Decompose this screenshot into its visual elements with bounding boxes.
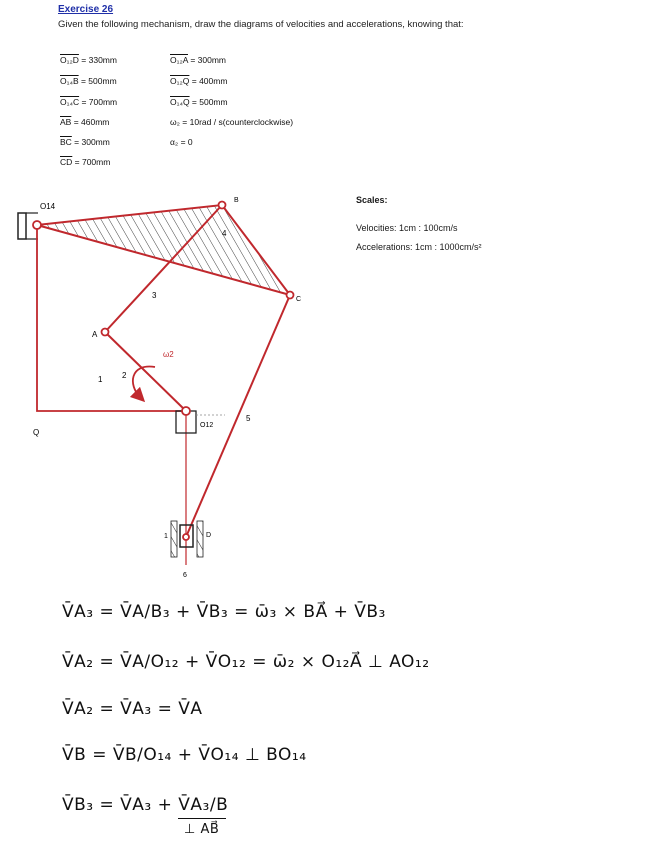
link-5 <box>186 295 290 537</box>
equation-vb3: V̄B₃ = V̄A₃ + V̄A₃/B <box>62 795 229 815</box>
scale-velocities: Velocities: 1cm : 100cm/s <box>356 223 458 233</box>
label-o14: O14 <box>40 202 56 211</box>
given-right-4: α₂ = 0 <box>170 137 193 147</box>
given-left-4: $\overline{BC} = 300mm$ <box>60 137 110 147</box>
label-link-4: 4 <box>222 229 227 238</box>
scale-accelerations: Accelerations: 1cm : 1000cm/s² <box>356 242 482 252</box>
label-link-6: 6 <box>183 572 187 579</box>
joint-a <box>102 329 109 336</box>
label-d: D <box>206 532 212 539</box>
equation-vb: V̄B = V̄B/O₁₄ + V̄O₁₄ ⊥ BO₁₄ <box>62 745 307 765</box>
label-link-1: 1 <box>98 375 103 384</box>
label-link-1-bottom: 1 <box>164 533 168 540</box>
link-2 <box>105 332 186 411</box>
given-right-1: O₁₂Q = 400mm <box>170 76 228 86</box>
label-omega2: ω2 <box>163 350 174 359</box>
joint-o14 <box>33 221 41 229</box>
equation-perp-ab: ⊥ AB⃗ <box>184 822 220 837</box>
exercise-title: Exercise 26 <box>58 4 114 15</box>
label-link-5: 5 <box>246 414 251 423</box>
given-left-2: O₁₄C = 700mm <box>60 97 118 107</box>
given-right-0: O₁₂A = 300mm <box>170 55 227 65</box>
label-q: Q <box>33 428 40 437</box>
joint-c <box>287 292 294 299</box>
equation-va2: V̄A₂ = V̄A/O₁₂ + V̄O₁₂ = ω̄₂ × O₁₂A⃗ ⊥ AO₁₂ <box>62 652 430 672</box>
underbrace <box>178 818 226 819</box>
label-o12: O12 <box>200 422 214 429</box>
link-4-hatching <box>37 205 290 295</box>
given-right-2: O₁₄Q = 500mm <box>170 97 228 107</box>
label-b: B <box>234 197 239 204</box>
problem-statement: Given the following mechanism, draw the diagrams of velocities and accelerations, knowing that: <box>58 19 464 30</box>
label-link-3: 3 <box>152 291 157 300</box>
joint-o12 <box>182 407 190 415</box>
label-c: C <box>296 296 302 303</box>
joint-d <box>183 534 189 540</box>
equation-va3: V̄A₃ = V̄A/B₃ + V̄B₃ = ω̄₃ × BA⃗ + V̄B₃ <box>62 602 386 622</box>
label-a: A <box>92 330 98 339</box>
mechanism-diagram <box>0 185 340 580</box>
scales-title: Scales: <box>356 195 388 205</box>
equation-va-equal: V̄A₂ = V̄A₃ = V̄A <box>62 699 203 719</box>
given-left-0: O₁₂D = 330mm <box>60 55 117 65</box>
joint-b <box>219 202 226 209</box>
given-right-3: ω₂ = 10rad / s(counterclockwise) <box>170 117 294 127</box>
given-left-3: $\overline{AB} = 460mm$ <box>60 117 110 127</box>
label-link-2: 2 <box>122 371 127 380</box>
given-left-5: $\overline{CD} = 700mm$ <box>60 157 111 167</box>
given-left-1: O₁₄B = 500mm <box>60 76 117 86</box>
